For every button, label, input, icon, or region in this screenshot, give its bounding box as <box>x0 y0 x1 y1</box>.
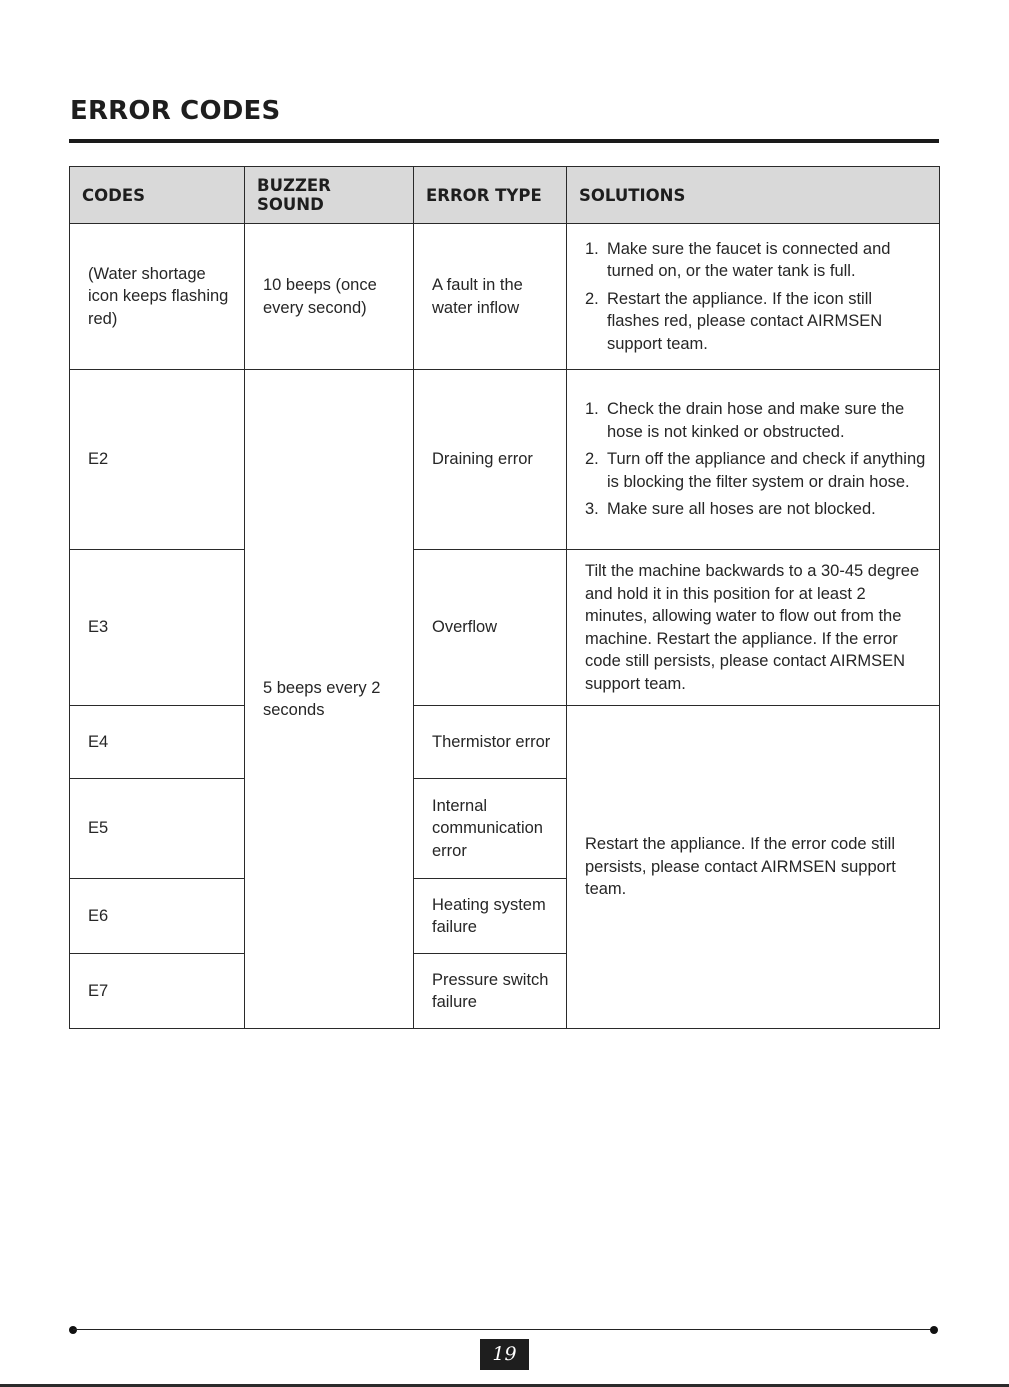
code-cell: E2 <box>70 370 245 550</box>
step-text: Check the drain hose and make sure the hose is not kinked or obstructed. <box>607 400 905 441</box>
step-number: 2. <box>585 450 599 469</box>
code-cell: E6 <box>70 879 245 954</box>
solution-step <box>585 238 927 283</box>
solutions-cell <box>567 224 940 370</box>
code-cell: E3 <box>70 550 245 706</box>
solution-step <box>585 398 927 443</box>
table-header-row <box>70 167 940 224</box>
header-solutions: SOLUTIONS <box>567 167 940 224</box>
page-title: ERROR CODES <box>70 96 281 126</box>
step-text: Turn off the appliance and check if anything is blocking the filter system or drain hose. <box>607 450 926 491</box>
step-text: Make sure the faucet is connected and turned on, or the water tank is full. <box>607 239 891 281</box>
solution-step <box>585 288 927 356</box>
footer-left-dot <box>69 1326 77 1334</box>
error-type-cell: Thermistor error <box>414 706 567 779</box>
error-codes-table <box>69 166 940 1029</box>
code-cell: E5 <box>70 779 245 879</box>
step-text: Make sure all hoses are not blocked. <box>607 500 876 519</box>
error-type-cell: Heating system failure <box>414 879 567 954</box>
footer-rule <box>73 1329 934 1330</box>
page-number: 19 <box>480 1339 529 1370</box>
footer-right-dot <box>930 1326 938 1334</box>
solution-step <box>585 498 927 521</box>
error-type-cell: Overflow <box>414 550 567 706</box>
table-row <box>70 370 940 550</box>
error-type-cell: A fault in the water inflow <box>414 224 567 370</box>
error-type-cell: Draining error <box>414 370 567 550</box>
shared-buzzer-cell: 5 beeps every 2 seconds <box>245 370 414 1029</box>
solution-steps <box>585 398 927 521</box>
error-type-cell: Pressure switch failure <box>414 954 567 1029</box>
code-cell: E4 <box>70 706 245 779</box>
step-number: 2. <box>585 289 599 308</box>
buzzer-cell: 10 beeps (once every second) <box>245 224 414 370</box>
solution-step <box>585 448 927 493</box>
solutions-cell <box>567 370 940 550</box>
header-codes: CODES <box>70 167 245 224</box>
title-divider <box>69 139 939 143</box>
header-error-type: ERROR TYPE <box>414 167 567 224</box>
error-type-cell: Internal communication error <box>414 779 567 879</box>
step-number: 3. <box>585 500 599 519</box>
shared-solution-cell: Restart the appliance. If the error code still persists, please contact AIRMSEN support team. <box>567 706 940 1029</box>
code-cell: (Water shortage icon keeps flashing red) <box>70 224 245 370</box>
step-number: 1. <box>585 239 599 258</box>
header-buzzer-sound: BUZZER SOUND <box>245 167 414 224</box>
step-text: Restart the appliance. If the icon still flashes red, please contact AIRMSEN support team. <box>607 289 883 353</box>
table-row <box>70 706 940 779</box>
code-cell: E7 <box>70 954 245 1029</box>
table-row <box>70 224 940 370</box>
table-row <box>70 550 940 706</box>
solutions-cell: Tilt the machine backwards to a 30-45 degree and hold it in this position for at least 2 minutes, allowing water to flow out from the machine. Restart the appliance. If the error code still persists, please contact AIRMSEN support team. <box>567 550 940 706</box>
step-number: 1. <box>585 400 599 419</box>
solution-steps <box>585 238 927 356</box>
